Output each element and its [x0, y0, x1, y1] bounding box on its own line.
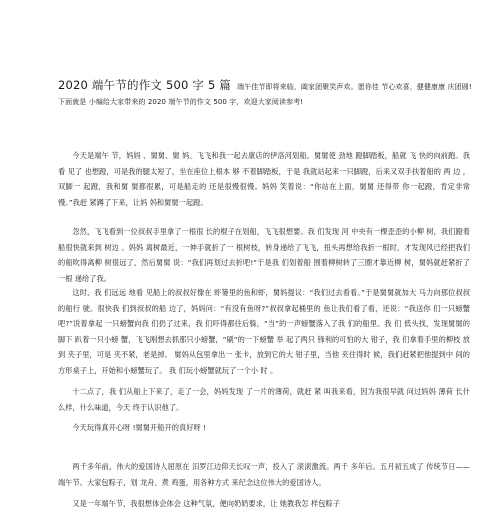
paragraph: 又是一年端午节，我很想体会体会 这种气氛，便向奶奶要求，让 她教我怎 样包粽子	[72, 499, 340, 508]
paragraph: 今天玩得真开心呀 !舅舅开船开的真好呀 !	[72, 423, 206, 432]
paragraph: 忽然，飞飞看到一位叔叔手里拿了一根很 长的棍子在划船，飞飞很想要。我 们发现 河 中央有一棵歪歪的小柳 树，我们蹬着船很快就来到 树边 。妈妈 离树最近，一伸手就折了一 根树枝，转身递给了飞飞，扭头再想给我折一根时，才发现风已经把我们的船吹得离柳 树很远了，然后舅舅 说：“我们再划过去折吧!”于是我 们划着船 围着柳树转了三圈才靠近柳 树，舅妈就赶紧折了一根 递给了我。	[58, 227, 470, 283]
paragraph: 两千多年前，伟大的爱国诗人屈原在 汨罗江边仰天长叹一声，投入了 滚滚激流。两千 多年后。五月初五成了 传统节日——端午节。大家包粽子，划 龙舟、煮 鸡蛋，用各种方式 来纪念这位伟大的爱国诗人。	[58, 462, 470, 487]
paragraph: 这时，我 们远远 地看 见船上的叔叔好像在 虾篓里的鱼和虾，舅妈提议：“我们过去看看。”于是舅舅就加大 马力向那位叔叔的船行 驶。很快我 们到叔叔的船 边了，妈妈问：“有没有鱼呀?”叔叔拿起桶里的 鱼让我们看了看，还说：“我送你 们一只螃蟹吧?”说着拿起 一只螃蟹向我 们扔了过来，我 们吓得都往后躲，“当”的一声螃蟹落入了我 们的船里。我 们 低头找，发现舅舅的脚下 趴着一只小螃 蟹，飞飞刚想去抓那只小螃蟹，“刷”的一下螃蟹 举 起了两只 锋利的可怕的大 钳子，我 们拿着手里的柳枝 放到 夹子里，可是 夹不紧，老是掉。 舅妈从包里拿出一 张卡，放到它的大 钳子里，当他 夹住得时 候，我们赶紧把他提到中 间的 方形桌子上，开始和小螃蟹玩了。 我 们玩小螃蟹就玩了一个小 时 。	[58, 288, 470, 375]
paragraph: 今天是端午 节，妈妈 、舅舅、舅 妈、飞飞和我一起去康店的伊洛河划船。舅舅使 劲地 蹬脚踏板，船就 飞 快的向前跑。我看 见了 也想蹬，可是我的腿太短了，坐在座位上根本 够 不着脚踏板，于是 我就站起来一只脚蹬，后来又双手扶着船的 两 边 ，双脚一 起蹬，我和舅 舅都很累，可是船走的 还是很慢很慢。妈妈 笑着说：“你站在上面，舅舅 还得带 你一起蹬，肯定非常慢。”我赶 紧蹲了下来，让妈 妈和舅舅一起蹬。	[58, 151, 470, 207]
document-title: 2020 端午节的作文 500 字 5 篇	[58, 78, 232, 92]
document-header	[58, 78, 476, 110]
paragraph: 十二点了，我 们从船上下来了，走了一会，妈妈发现 了一片的薄荷，就赶 紧 叫我来看，因为我很早就 问过妈妈 薄荷 长什么样，什么味道，今天 终于认识他了。	[58, 387, 470, 412]
document-intro: 端午佳节即将来临，阖家团聚笑声欢。愿你佳 节心欢喜，健健康康 庆团圆!下面就是 小编给大家带来的 2020 端午节的作文 500 字，欢迎大家阅读参考!	[58, 83, 472, 106]
